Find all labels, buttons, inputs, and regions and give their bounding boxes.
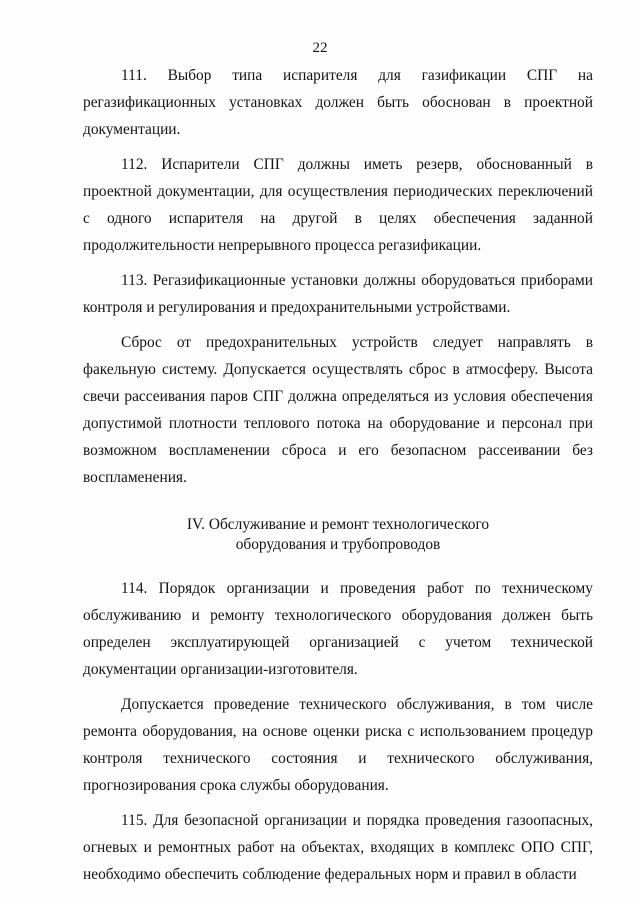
page-number: 22 (312, 40, 328, 56)
paragraph-maintenance-risk: Допускается проведение технического обслуживания, в том числе ремонта оборудования, на основе оценки риска с использованием процедур контроля технического состояния и технического обслуживания, прогнозирования срока службы оборудования. (83, 696, 593, 794)
paragraph-114: 114. Порядок организации и проведения работ по техническому обслуживанию и ремонту технологического оборудования должен быть определен эксплуатирующей организацией с учетом технической документации организации-изготовителя. (83, 580, 593, 678)
section-heading (83, 515, 593, 555)
document-body (83, 62, 593, 888)
paragraph-115: 115. Для безопасной организации и порядка проведения газоопасных, огневых и ремонтных работ на объектах, входящих в комплекс ОПО СПГ, необходимо обеспечить соблюдение федеральных норм и правил в области (83, 812, 593, 883)
section-heading-line-1: IV. Обслуживание и ремонт технологического (186, 516, 490, 533)
section-heading-line-2: оборудования и трубопроводов (235, 536, 441, 553)
paragraph-113: 113. Регазификационные установки должны оборудоваться приборами контроля и регулирования и предохранительными устройствами. (83, 272, 593, 316)
paragraph-relief-discharge: Сброс от предохранительных устройств следует направлять в факельную систему. Допускается осуществлять сброс в атмосферу. Высота свечи рассеивания паров СПГ должна определяться из условия обеспечения допустимой плотности теплового потока на оборудование и персонал при возможном воспламенении сброса и его безопасном рассеивании без воспламенения. (83, 334, 593, 486)
paragraph-111: 111. Выбор типа испарителя для газификации СПГ на регазификационных установках должен быть обоснован в проектной документации. (83, 67, 593, 138)
paragraph-112: 112. Испарители СПГ должны иметь резерв, обоснованный в проектной документации, для осуществления периодических переключений с одного испарителя на другой в целях обеспечения заданной продолжительности непрерывного процесса регазификации. (83, 156, 593, 254)
